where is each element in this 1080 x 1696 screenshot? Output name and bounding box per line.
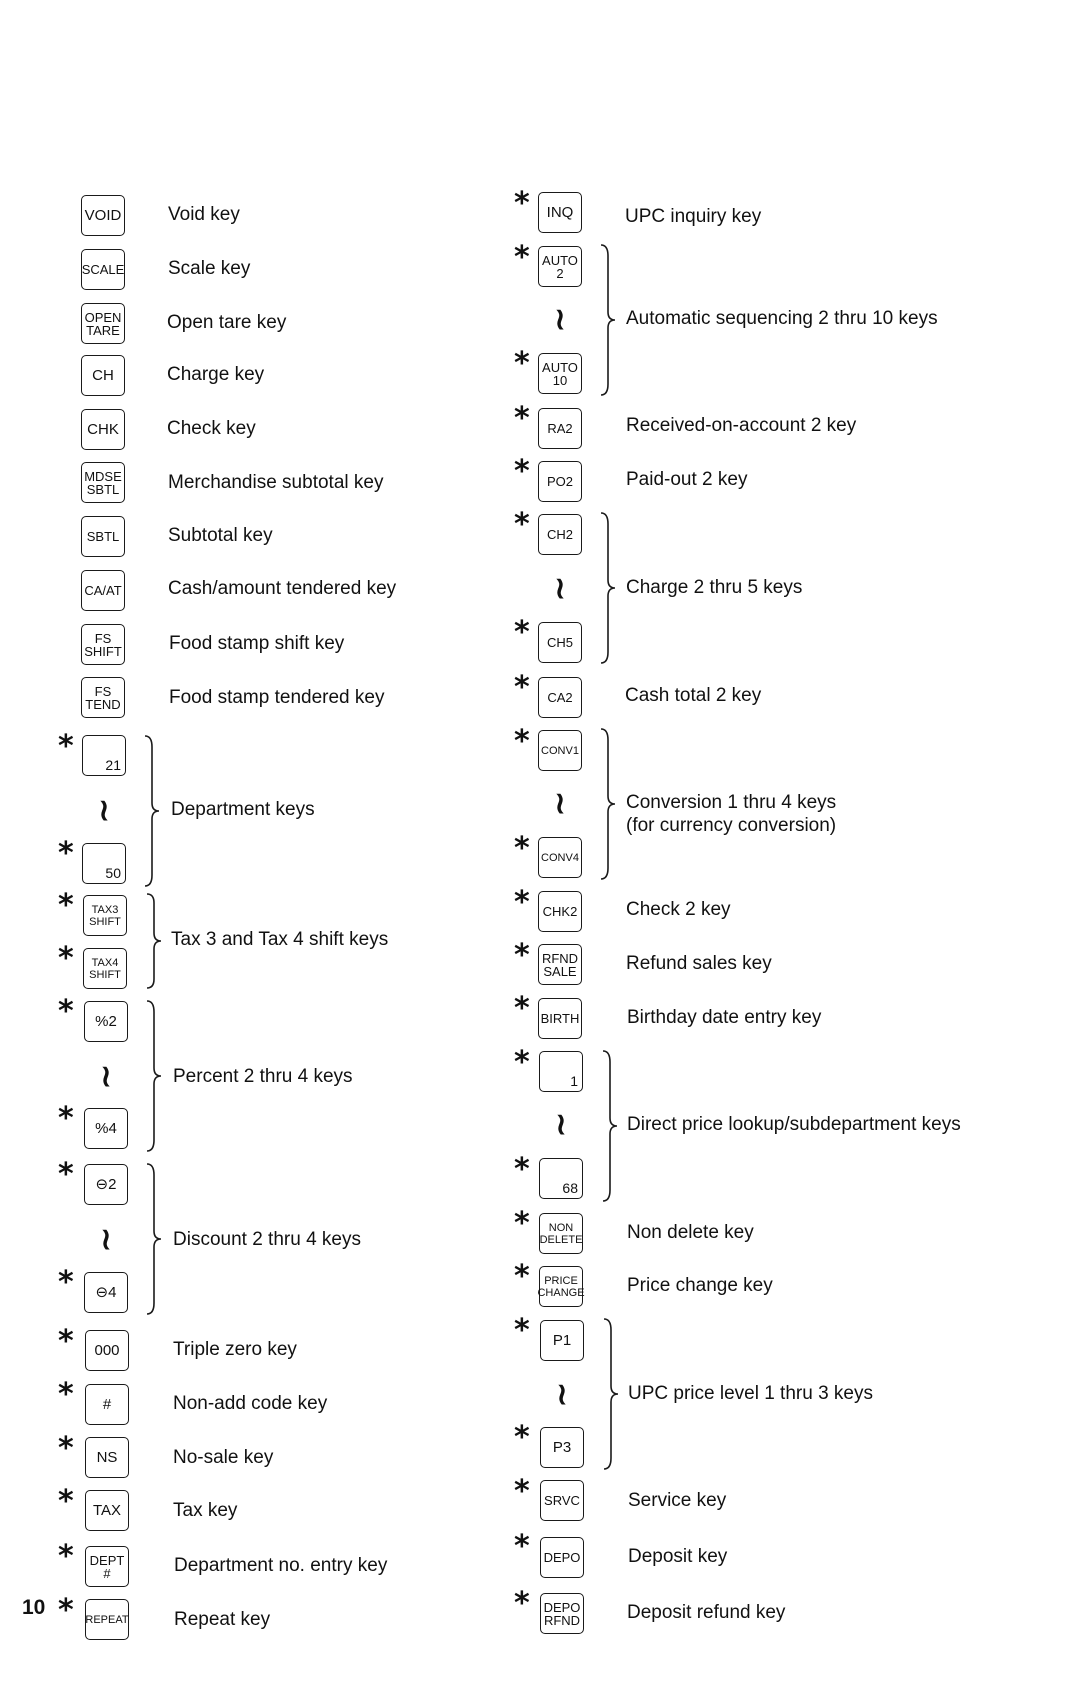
deposit-key-label: Deposit key (628, 1546, 728, 1567)
department-key-first-icon: 21 (82, 735, 126, 776)
range-tilde-icon: ≀ (556, 1377, 568, 1412)
asterisk-icon: * (514, 724, 530, 759)
bracket-icon (144, 735, 160, 887)
asterisk-icon: * (58, 729, 74, 764)
conversion-keys-note: (for currency conversion) (626, 815, 837, 836)
asterisk-icon: * (514, 1152, 530, 1187)
ra2-key-icon: RA2 (538, 408, 582, 449)
service-key-label: Service key (628, 1490, 727, 1511)
asterisk-icon: * (514, 240, 530, 275)
srvc-key-icon: SRVC (540, 1480, 584, 1521)
asterisk-icon: * (58, 1157, 74, 1192)
fs-tend-key-icon: FS TEND (81, 677, 125, 718)
repeat-key-label: Repeat key (174, 1609, 271, 1630)
deposit-refund-key-label: Deposit refund key (627, 1602, 786, 1623)
triple-zero-key-icon: 000 (85, 1330, 129, 1371)
asterisk-icon: * (514, 670, 530, 705)
asterisk-icon: * (58, 1484, 74, 1519)
tax-shift-keys-label: Tax 3 and Tax 4 shift keys (171, 929, 389, 950)
ca-at-key-label: Cash/amount tendered key (168, 578, 397, 599)
cash-total-2-key-label: Cash total 2 key (625, 685, 762, 706)
conv4-key-icon: CONV4 (538, 837, 582, 878)
range-tilde-icon: ≀ (554, 786, 566, 821)
mdse-sbtl-key-label: Merchandise subtotal key (168, 472, 384, 493)
dept-no-entry-key-icon: DEPT # (85, 1546, 129, 1587)
charge-key-icon: CH (81, 355, 125, 396)
open-tare-key-icon: OPEN TARE (81, 303, 125, 344)
auto2-key-icon: AUTO 2 (538, 246, 582, 287)
asterisk-icon: * (514, 1474, 530, 1509)
non-add-code-key-label: Non-add code key (173, 1393, 328, 1414)
discount-keys-label: Discount 2 thru 4 keys (173, 1229, 361, 1250)
range-tilde-icon: ≀ (554, 302, 566, 337)
po2-key-icon: PO2 (538, 461, 582, 502)
department-key-last-icon: 50 (82, 843, 126, 884)
asterisk-icon: * (514, 1420, 530, 1455)
asterisk-icon: * (58, 941, 74, 976)
plu-key-first-icon: 1 (539, 1051, 583, 1092)
ch2-key-icon: CH2 (538, 514, 582, 555)
asterisk-icon: * (514, 186, 530, 221)
asterisk-icon: * (514, 401, 530, 436)
depo-rfnd-key-icon: DEPO RFND (540, 1593, 584, 1634)
plu-key-last-icon: 68 (539, 1158, 583, 1199)
sbtl-key-icon: SBTL (81, 516, 125, 557)
fs-tend-key-label: Food stamp tendered key (169, 687, 385, 708)
asterisk-icon: * (514, 1045, 530, 1080)
range-tilde-icon: ≀ (98, 793, 110, 828)
bracket-icon (603, 1318, 619, 1470)
bracket-icon (600, 244, 616, 396)
open-tare-key-label: Open tare key (167, 312, 287, 333)
bracket-icon (146, 1000, 162, 1152)
range-tilde-icon: ≀ (100, 1059, 112, 1094)
bracket-icon (146, 893, 162, 989)
bracket-icon (600, 512, 616, 664)
asterisk-icon: * (514, 346, 530, 381)
non-add-code-key-icon: # (85, 1384, 129, 1425)
mdse-sbtl-key-icon: MDSE SBTL (81, 462, 125, 503)
inq-key-icon: INQ (538, 192, 582, 233)
asterisk-icon: * (58, 836, 74, 871)
tax-key-label: Tax key (173, 1500, 238, 1521)
asterisk-icon: * (58, 1265, 74, 1300)
upc-inquiry-key-label: UPC inquiry key (625, 206, 762, 227)
charge-2-5-keys-label: Charge 2 thru 5 keys (626, 577, 803, 598)
repeat-key-icon: REPEAT (85, 1599, 129, 1640)
asterisk-icon: * (514, 938, 530, 973)
percent-keys-label: Percent 2 thru 4 keys (173, 1066, 353, 1087)
asterisk-icon: * (514, 1529, 530, 1564)
void-key-icon: VOID (81, 195, 125, 236)
dept-no-entry-key-label: Department no. entry key (174, 1555, 388, 1576)
conv1-key-icon: CONV1 (538, 730, 582, 771)
birth-key-icon: BIRTH (538, 998, 582, 1039)
triple-zero-key-label: Triple zero key (173, 1339, 297, 1360)
ca2-key-icon: CA2 (538, 677, 582, 718)
bracket-icon (602, 1050, 618, 1202)
refund-sales-key-label: Refund sales key (626, 953, 772, 974)
tax3-shift-key-icon: TAX3 SHIFT (83, 895, 127, 936)
no-sale-key-label: No-sale key (173, 1447, 274, 1468)
asterisk-icon: * (514, 615, 530, 650)
discount4-key-icon: ⊖4 (84, 1272, 128, 1313)
check-key-label: Check key (167, 418, 256, 439)
asterisk-icon: * (58, 1539, 74, 1574)
p3-key-icon: P3 (540, 1427, 584, 1468)
price-change-key-label: Price change key (627, 1275, 773, 1296)
fs-shift-key-icon: FS SHIFT (81, 624, 125, 665)
check-key-icon: CHK (81, 409, 125, 450)
chk2-key-icon: CHK2 (538, 891, 582, 932)
ra2-key-label: Received-on-account 2 key (626, 415, 857, 436)
asterisk-icon: * (514, 885, 530, 920)
p1-key-icon: P1 (540, 1320, 584, 1361)
conversion-keys-label: Conversion 1 thru 4 keys (626, 792, 837, 813)
asterisk-icon: * (58, 888, 74, 923)
asterisk-icon: * (58, 1431, 74, 1466)
depo-key-icon: DEPO (540, 1537, 584, 1578)
price-change-key-icon: PRICE CHANGE (539, 1266, 583, 1307)
fs-shift-key-label: Food stamp shift key (169, 633, 345, 654)
range-tilde-icon: ≀ (100, 1222, 112, 1257)
scale-key-icon: SCALE (81, 249, 125, 290)
asterisk-icon: * (514, 1586, 530, 1621)
asterisk-icon: * (514, 454, 530, 489)
auto10-key-icon: AUTO 10 (538, 353, 582, 394)
upc-price-level-keys-label: UPC price level 1 thru 3 keys (628, 1383, 873, 1404)
asterisk-icon: * (514, 507, 530, 542)
department-keys-label: Department keys (171, 799, 315, 820)
percent4-key-icon: %4 (84, 1108, 128, 1149)
non-delete-key-icon: NON DELETE (539, 1213, 583, 1254)
asterisk-icon: * (58, 994, 74, 1029)
charge-key-label: Charge key (167, 364, 265, 385)
po2-key-label: Paid-out 2 key (626, 469, 748, 490)
bracket-icon (146, 1163, 162, 1315)
asterisk-icon: * (58, 1377, 74, 1412)
ca-at-key-icon: CA/AT (81, 570, 125, 611)
rfnd-sale-key-icon: RFND SALE (538, 944, 582, 985)
tax-key-icon: TAX (85, 1490, 129, 1531)
asterisk-icon: * (58, 1593, 74, 1628)
discount2-key-icon: ⊖2 (84, 1164, 128, 1205)
check-2-key-label: Check 2 key (626, 899, 731, 920)
sbtl-key-label: Subtotal key (168, 525, 273, 546)
plu-keys-label: Direct price lookup/subdepartment keys (627, 1114, 961, 1135)
asterisk-icon: * (514, 991, 530, 1026)
range-tilde-icon: ≀ (554, 571, 566, 606)
percent2-key-icon: %2 (84, 1001, 128, 1042)
page-number: 10 (22, 1596, 46, 1619)
tax4-shift-key-icon: TAX4 SHIFT (83, 948, 127, 989)
ch5-key-icon: CH5 (538, 622, 582, 663)
bracket-icon (600, 728, 616, 880)
asterisk-icon: * (58, 1101, 74, 1136)
scale-key-label: Scale key (168, 258, 251, 279)
asterisk-icon: * (58, 1324, 74, 1359)
asterisk-icon: * (514, 1206, 530, 1241)
birthday-key-label: Birthday date entry key (627, 1007, 822, 1028)
non-delete-key-label: Non delete key (627, 1222, 754, 1243)
asterisk-icon: * (514, 1313, 530, 1348)
auto-sequencing-keys-label: Automatic sequencing 2 thru 10 keys (626, 308, 938, 329)
no-sale-key-icon: NS (85, 1437, 129, 1478)
range-tilde-icon: ≀ (555, 1107, 567, 1142)
void-key-label: Void key (168, 204, 240, 225)
asterisk-icon: * (514, 1259, 530, 1294)
asterisk-icon: * (514, 831, 530, 866)
